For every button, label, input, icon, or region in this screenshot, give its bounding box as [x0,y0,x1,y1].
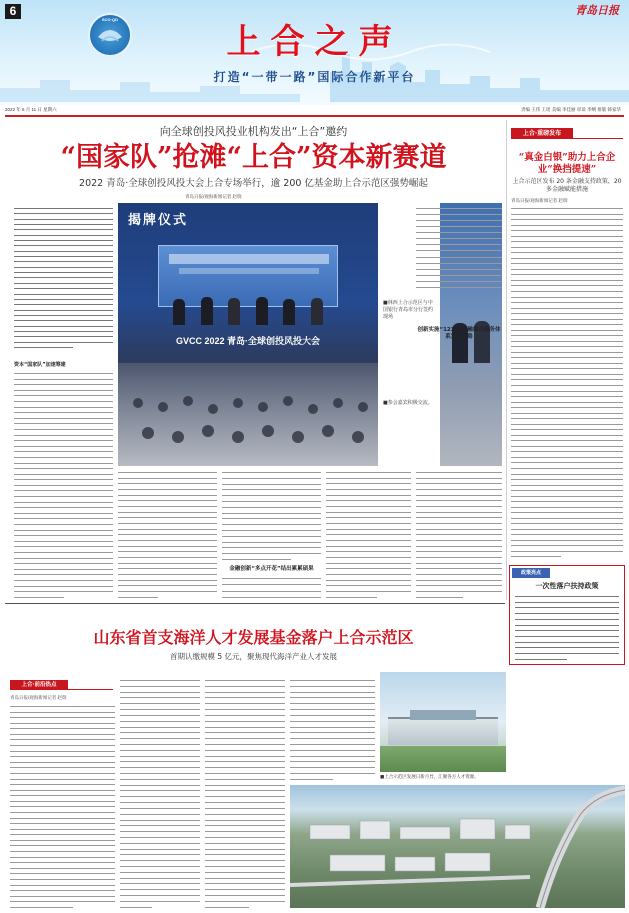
policy-box-body [515,596,619,660]
center-heading-b: 创新实施“1234”金融综合服务体系发展战略 [417,327,501,340]
aerial-photo [290,785,625,908]
bottom-body-col2 [120,680,200,908]
lead-kicker: 向全球创投风投业机构发出“上合”邀约 [159,125,348,138]
masthead [0,0,629,105]
lead-body-col3 [222,472,321,560]
sidebar-headline: “真金白银”助力上合企业“换挡提速” [518,152,616,175]
lead-body-col5 [416,472,502,598]
bottom-tag-line [68,689,113,690]
building-photo [380,672,506,772]
section-title: 上合之声 [226,22,403,62]
lead-body-col1 [14,373,113,598]
bottom-tag: 上合·前沿热点 [10,680,68,690]
photo-caption-2: ■参会嘉宾积极交流。 [383,400,433,406]
date-line: 2022 年 6 月 11 日 星期六 [5,107,57,112]
bottom-body-col4 [290,680,375,780]
editors-line: 责编 王伟 王瑶 美编 李佳丽 审读 李纲 排版 韩家华 [520,107,621,112]
policy-box [509,565,625,665]
page-number-box: 6 [5,4,21,19]
photo-banner-text: 揭牌仪式 [128,213,189,228]
masthead-subtitle: 打造“一带一路”国际合作新平台 [213,70,416,84]
bottom-byline: 青岛日报/观海新闻记者 赵瑞 [10,695,67,700]
date-bar [0,105,629,114]
lead-body-col4 [326,472,411,598]
bottom-body-col3 [205,680,285,908]
photo-event-text: GVCC 2022 青岛·全球创投风投大会 [175,336,321,346]
lead-body-col2 [118,472,217,598]
sidebar-subhead: 上合示范区发布 20 条金融支持政策，20 多金融赋能措施 [512,178,622,193]
section-divider [5,603,505,604]
sidebar-divider [506,120,507,600]
sidebar-body [511,208,623,558]
lead-photo [118,203,378,466]
sub-section-heading: 资本“国家队”加速筹建 [14,362,66,368]
lead-body-col3b [222,578,321,598]
center-heading-a: 金融创新“多点开花”结出累累硕果 [229,566,314,572]
bottom-body-col1 [10,706,115,908]
lead-body-col5a [416,208,502,288]
bottom-headline: 山东省首支海洋人才发展基金落户上合示范区 [93,628,414,647]
brand-logo: 青岛日报 [575,4,619,17]
policy-box-title: 一次性落户扶持政策 [535,582,599,590]
lead-intro-text [14,208,113,348]
building-photo-caption: ■上合示范区发展日新月异，汇聚各方人才资源。 [380,775,479,780]
masthead-rule [5,115,624,117]
policy-box-tag: 政策亮点 [512,568,550,578]
lead-subhead: 2022 青岛·全球创投风投大会上合专场举行，逾 200 亿基金助上合示范区强势崛起 [79,178,428,189]
photo-caption-1: ■林西上合示范区与中国银行青岛市分行签约现场 [383,300,434,320]
sidebar-tag-line [573,138,623,139]
logo-text: SCO·QD [102,17,118,22]
bottom-subhead: 首期认缴规模 5 亿元，聚焦现代海洋产业人才发展 [169,652,338,661]
lead-headline: “国家队”抢滩“上合”资本新赛道 [60,142,447,173]
stage-people [173,295,323,325]
lead-byline: 青岛日报/观海新闻记者 赵瑞 [185,194,242,199]
sidebar-tag: 上合·重磅发布 [511,128,573,139]
sidebar-byline: 青岛日报/观海新闻记者 赵瑞 [511,198,568,203]
audience-photo [118,363,378,466]
